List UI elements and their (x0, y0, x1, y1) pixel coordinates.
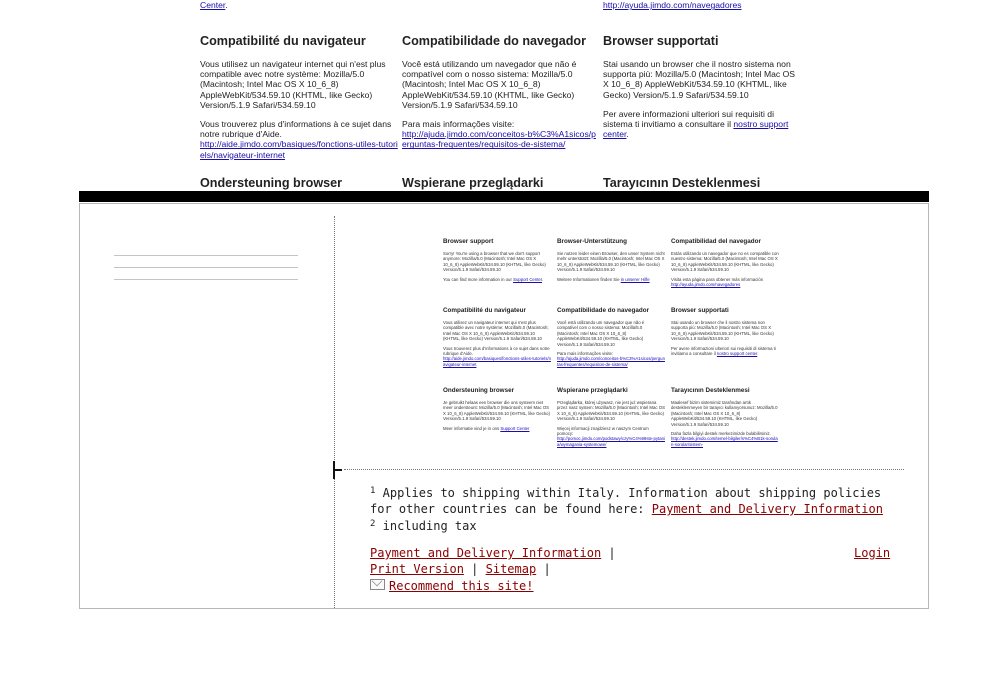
notice-heading: Browser supportati (603, 34, 719, 48)
notice-text: Para mais informações visite: (402, 119, 515, 130)
notice-col-tr (603, 176, 801, 192)
thumb-text: Per avere informazioni ulteriori sui requisiti di sistema ti invitiamo a consultare il (671, 345, 776, 357)
thumb-link[interactable]: http://ayuda.jimdo.com/navegadores (671, 282, 741, 288)
notice-heading: Tarayıcının Desteklenmesi (603, 176, 761, 190)
notice-col-pt (402, 34, 600, 159)
thumb-text: Przeglądarka, której używasz, nie jest już wspierana przez nasz system: Mozilla/5.0 (Macintosh; Intel Mac OS X 10_6_8) AppleWebKit/534.59.10 (KHTML, like Gecko) Version/5.1.9 Safari/534.59.10 (557, 400, 665, 422)
thumb-col-es (671, 238, 779, 291)
thumb-text: Stai usando un browser che il nostro sistema non supporta più: Mozilla/5.0 (Macintosh; Intel Mac OS X 10_6_8) AppleWebKit/534.59.10 (KHTML, like Gecko) Version/5.1.9 Safari/534.59.10 (671, 320, 774, 342)
thumb-link[interactable]: Support Center (500, 425, 530, 431)
footnote-text: Applies to shipping within Italy. Information about shipping policies for other countries can be found here: (370, 486, 882, 516)
login-link[interactable]: Login (854, 546, 891, 560)
separator: | (608, 546, 616, 560)
thumb-heading: Browser supportati (671, 307, 729, 314)
sidebar-divider (114, 267, 298, 268)
envelope-icon (370, 579, 385, 590)
notice-heading: Ondersteuning browser (200, 176, 343, 190)
thumb-heading: Compatibilidade do navegador (557, 307, 650, 314)
ajuda-link[interactable]: http://ajuda.jimdo.com/conceitos-b%C3%A1sicos/perguntas-frequentes/requisitos-de-sistema/ (402, 129, 596, 150)
payment-delivery-footer-link[interactable]: Payment and Delivery Information (370, 546, 602, 560)
sidebar-divider (114, 279, 298, 280)
footnote-1 (370, 485, 890, 517)
thumb-link[interactable]: in unserer Hilfe (620, 276, 650, 282)
thumb-text: Vous trouverez plus d'informations à ce sujet dans notre rubrique d'Aide. (443, 345, 550, 357)
notice-text: Vous utilisez un navigateur internet qui n'est plus compatible avec notre système: Mozilla/5.0 (Macintosh; Intel Mac OS X 10_6_8) AppleWebKit/534.59.10 (KHTML, like Gecko) Version/5.1.9 Safari/534.59.10 (200, 59, 386, 110)
thumb-heading: Browser support (443, 238, 494, 245)
footnote-number: 1 (370, 486, 376, 496)
thumb-text: Visita esta página para obtener más información (671, 276, 764, 282)
thumb-text: Więcej informacji znajdziesz w naszym Centrum pomocy: (557, 425, 649, 437)
footer-navigation (370, 546, 890, 595)
notice-col-es-clipped (603, 0, 801, 19)
thumb-text: . (757, 351, 759, 357)
thumb-col-nl (443, 387, 551, 435)
thumb-link[interactable]: http://pomoc.jimdo.com/podstawy/czy%C4%99ste-pytania/wymagania-systemowe/ (557, 436, 665, 447)
thumb-col-pl (557, 387, 665, 451)
thumb-text: Você está utilizando um navegador que não é compatível com o nosso sistema: Mozilla/5.0 (Macintosh; Intel Mac OS X 10_6_8) AppleWebKit/534.59.10 (KHTML, like Gecko) Version/5.1.9 Safari/534.59.10 (557, 320, 645, 347)
thumb-link[interactable]: Support Center (513, 276, 542, 282)
separator: | (471, 561, 479, 576)
thumb-text: Maalesef bizim sistemimiz tarafından artık desteklenmeyen bir tarayıcı kullanıyorsunuz: Mozilla/5.0 (Macintosh; Intel Mac OS X 10_6_8) AppleWebKit/534.59.10 (KHTML, like Gecko) Version/5.1.9 Safari/534.59.10 (671, 400, 778, 427)
notice-heading: Compatibilidade do navegador (402, 34, 587, 48)
thumb-link[interactable]: nostro support center (716, 351, 758, 357)
notice-heading: Compatibilité du navigateur (200, 34, 366, 48)
thumb-col-tr (671, 387, 779, 451)
footnote-text: including tax (382, 519, 477, 533)
thumb-col-pt (557, 307, 665, 371)
login-container (854, 546, 890, 562)
thumb-text: Sie nutzen leider einen Browser, den unser System nicht mehr unterstützt: Mozilla/5.0 (Macintosh; Intel Mac OS X 10_6_8) AppleWebKit/534.59.10 (KHTML, like Gecko) Version/5.1.9 Safari/534.59.10 (557, 251, 665, 273)
notice-text: Stai usando un browser che il nostro sistema non supporta più: Mozilla/5.0 (Macintosh; Intel Mac OS X 10_6_8) AppleWebKit/534.59.10 (KHTML, like Gecko) Version/5.1.9 Safari/534.59.10 (603, 59, 796, 100)
notice-col-pl (402, 176, 600, 192)
notice-col-it (603, 34, 801, 148)
sitemap-link[interactable]: Sitemap (485, 561, 537, 576)
thumb-text: Vous utilisez un navigateur internet qui n'est plus compatible avec notre système: Mozilla/5.0 (Macintosh; Intel Mac OS X 10_6_8) AppleWebKit/534.59.10 (KHTML, like Gecko) Version/5.1.9 Safari/534.59.10 (443, 320, 549, 342)
print-version-link[interactable]: Print Version (370, 561, 464, 576)
support-center-link[interactable]: nostro support center (603, 119, 789, 140)
resize-cursor (333, 469, 342, 471)
thumb-heading: Compatibilité du navigateur (443, 307, 526, 314)
thumb-text: Para mais informações visite: (557, 351, 614, 357)
thumb-col-en (443, 238, 551, 286)
notice-col-en-clipped (200, 0, 398, 19)
notice-col-fr (200, 34, 398, 169)
notice-text: Vous trouverez plus d'informations à ce sujet dans notre rubrique d'Aide. (200, 119, 392, 140)
thumb-text: Meer informatie vind je in ons (443, 425, 501, 431)
thumb-text: . (541, 276, 544, 282)
browser-support-thumbnail (440, 234, 790, 454)
thumb-col-de (557, 238, 665, 286)
sidebar-divider (114, 255, 298, 256)
thumb-heading: Tarayıcının Desteklenmesi (671, 387, 750, 394)
thumb-text: Estás utilizando un navegador que no es compatible con nuestro sistema: Mozilla/5.0 (Macintosh; Intel Mac OS X 10_6_8) AppleWebKit/534.59.10 (KHTML, like Gecko) Version/5.1.9 Safari/534.59.10 (671, 251, 779, 273)
thumb-link[interactable]: http://aide.jimdo.com/basiques/fonctions-utiles-tutoriels/navigateur-internet (443, 356, 551, 367)
footnote-number: 2 (370, 519, 376, 529)
notice-text: . (626, 129, 629, 140)
footnote-2 (370, 518, 890, 534)
thumb-link[interactable]: http://destek.jimdo.com/temel-bilgiler/s%C4%B1k-sorulan-sorular/sistem- (671, 436, 778, 447)
header-bar (79, 191, 929, 202)
notice-col-de-clipped (402, 0, 600, 9)
thumb-text: Weitere Informationen finden Sie (557, 276, 621, 282)
thumb-heading: Compatibilidad del navegador (671, 238, 761, 245)
thumb-text: Je gebruikt helaas een browser die ons systeem niet meer ondersteunt: Mozilla/5.0 (Macintosh; Intel Mac OS X 10_6_8) AppleWebKit/534.59.10 (KHTML, like Gecko) Version/5.1.9 Safari/534.59.10 (443, 400, 550, 422)
thumb-link[interactable]: http://ajuda.jimdo.com/conceitos-b%C3%A1sicos/perguntas-frequentes/requisitos-de-sistema/ (557, 356, 665, 367)
content-divider (344, 469, 904, 470)
support-center-link[interactable]: Center (200, 0, 226, 11)
recommend-site-link[interactable]: Recommend this site! (389, 579, 534, 593)
thumb-text: Sorry! You're using a browser that we don't support anymore: Mozilla/5.0 (Macintosh; Intel Mac OS X 10_6_8) AppleWebKit/534.59.10 (KHTML, like Gecko) Version/5.1.9 Safari/534.59.10 (443, 251, 546, 273)
content-column-border (334, 216, 335, 608)
separator: | (543, 561, 551, 576)
thumb-heading: Wspierane przeglądarki (557, 387, 628, 394)
aide-link[interactable]: http://aide.jimdo.com/basiques/fonctions-utiles-tutoriels/navigateur-internet (200, 139, 398, 160)
thumb-text: Daha fazla bilgiyi destek merkezimizde bulabilirsiniz. (671, 431, 771, 437)
payment-delivery-link[interactable]: Payment and Delivery Information (651, 502, 883, 516)
notice-text: Per avere informazioni ulteriori sui requisiti di sistema ti invitiamo a consultare il (603, 108, 774, 130)
footnotes (370, 485, 890, 534)
thumb-heading: Browser-Unterstützung (557, 238, 627, 245)
ayuda-link[interactable]: http://ayuda.jimdo.com/navegadores (603, 0, 742, 11)
thumb-heading: Ondersteuning browser (443, 387, 515, 394)
notice-heading: Wspierane przeglądarki (402, 176, 544, 190)
browser-support-notice-zoomed (0, 0, 1008, 192)
thumb-text: You can find more information in our (443, 276, 514, 282)
thumb-col-fr (443, 307, 551, 371)
notice-text: Você está utilizando um navegador que não é compatível com o nosso sistema: Mozilla/5.0 (Macintosh; Intel Mac OS X 10_6_8) AppleWebKit/534.59.10 (KHTML, like Gecko) Version/5.1.9 Safari/534.59.10 (402, 59, 577, 110)
notice-col-nl (200, 176, 398, 192)
thumb-col-it (671, 307, 779, 360)
notice-text: . (225, 0, 228, 11)
